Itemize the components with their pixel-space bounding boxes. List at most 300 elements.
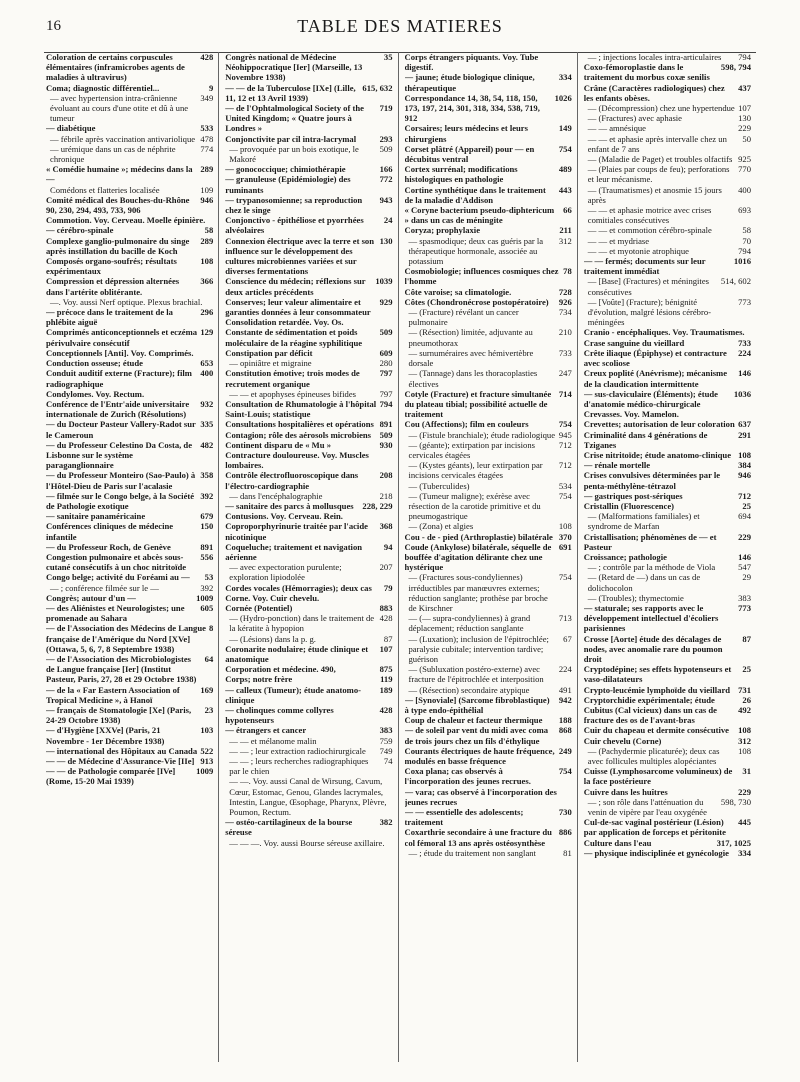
entry-text: — — de la Tuberculose [IXe] (Lille, 11, 12 et 13 Avril 1939) [225,82,356,103]
entry-page-ref: 883 [379,602,393,613]
entry-text: Conscience du médecin; réflexions sur deux articles précédents [225,276,366,297]
index-entry [405,715,572,725]
entry-text: Crâne (Caractères radiologiques) chez les enfants obèses. [583,82,725,103]
entry-page-ref: 712 [738,490,751,501]
index-entry [46,164,213,184]
index-entry [405,664,572,684]
entry-page-ref: 208 [379,470,393,481]
entry-text: Constante de sédimentation et poids moléculaire de la réagine syphilitique [225,327,363,348]
index-column [225,52,398,1062]
entry-page-ref: 714 [558,388,572,399]
entry-page-ref: 211 [559,225,572,236]
entry-text: Consultation de Rhumatologie à l'hôpital Saint-Louis; statistique [225,398,377,420]
entry-page-ref: 943 [379,194,393,205]
entry-page-ref: 772 [379,174,393,185]
index-entry [225,164,392,174]
entry-text: Coproporphyrinurie traitée par l'acide nicotinique [225,521,368,542]
index-entry [46,572,213,582]
entry-page-ref: 349 [200,92,214,103]
entry-page-ref: 130 [379,235,393,246]
index-entry [584,593,751,603]
entry-text: — (Tumeur maligne); exérèse avec résection de la carotide primitive et du pneumogastrique [408,490,541,522]
entry-text: Conjonctivo - épithéliose et pyorrhées alvéolaires [225,215,364,236]
entry-text: Cortex surrénal; modifications histologiques en pathologie [404,164,518,185]
entry-page-ref: 207 [379,562,393,573]
page-title: TABLE DES MATIERES [297,16,503,36]
entry-page-ref: 289 [200,235,214,246]
entry-text: — — ; leurs recherches radiographiques par le chien [229,756,369,777]
entry-text: — — et commotion cérébro-spinale [587,225,712,236]
entry-page-ref: 108 [738,745,751,756]
entry-text: Corne. Voy. Cuir chevelu. [225,592,320,603]
entry-text: — des Aliénistes et Neurologistes; une promenade au Sahara [46,602,185,624]
index-entry [225,276,392,296]
entry-text: Crises convulsives déterminées par le penta-méthylène-tétrazol [583,470,721,491]
entry-page-ref: 67 [563,633,572,644]
entry-page-ref: 210 [558,327,572,338]
index-entry [46,399,213,419]
entry-page-ref: 103 [200,725,214,736]
index-entry [405,634,572,665]
index-entry [46,348,213,358]
index-entry [405,440,572,460]
entry-page-ref: 734 [558,307,572,318]
entry-page-ref: 489 [558,164,572,175]
index-columns [46,52,756,1062]
entry-page-ref: 24 [383,215,393,226]
index-entry [584,470,751,490]
index-entry [46,623,213,654]
entry-page-ref: 384 [738,460,751,471]
entry-text: — urémique dans un cas de néphrite chronique [50,143,176,165]
entry-text: Corps étrangers piquants. Voy. Tube digestif. [404,52,539,73]
entry-text: — gastriques post-sériques [583,490,683,501]
index-entry [46,593,213,603]
entry-page-ref: 25 [742,664,751,675]
entry-page-ref: 107 [738,103,751,114]
index-entry [405,491,572,522]
entry-text: — — et mydriase [587,235,650,246]
entry-page-ref: 58 [742,225,751,236]
index-entry [405,297,572,307]
entry-page-ref: 482 [200,439,214,450]
index-entry [584,225,751,235]
index-entry [405,542,572,573]
entry-page-ref: 875 [379,664,393,675]
index-entry [584,848,751,858]
index-entry [405,205,572,225]
index-entry [405,72,572,92]
index-entry [46,552,213,572]
entry-page-ref: 509 [379,143,393,154]
page-header [0,10,800,50]
index-entry [584,817,751,837]
index-entry [405,225,572,235]
entry-text: Conférences cliniques de médecine infantile [46,521,174,542]
entry-text: — — ; leur extraction radiochirurgicale [229,745,366,756]
index-entry [225,195,392,215]
index-entry [584,603,751,634]
entry-text: « Comédie humaine »; médecins dans la — [46,164,193,185]
entry-page-ref: 129 [200,327,214,338]
entry-text: — (Malformations familiales) et syndrome de Marfan [587,511,700,532]
entry-text: — opiniâtre et migraine [229,358,312,369]
entry-text: Contagion; rôle des aérosols microbiens [225,429,372,440]
index-entry [46,144,213,164]
entry-text: — sus-claviculaire (Éléments); étude d'anatomie médico-chirurgicale [583,388,718,409]
entry-text: Cryptodépine; ses effets hypotenseurs et vaso-dilatateurs [583,664,732,685]
entry-page-ref: 774 [200,143,214,154]
entry-text: — — et aphasie motrice avec crises comitiales consécutives [587,205,712,226]
index-entry [584,419,751,429]
index-entry [225,419,392,429]
index-entry [225,685,392,705]
entry-text: Comité médical des Bouches-du-Rhône 90, 230, 294, 493, 733, 906 [46,194,190,216]
index-column [584,52,756,1062]
index-entry [225,430,392,440]
index-entry [405,827,572,847]
entry-page-ref: 797 [379,368,393,379]
entry-text: Congo belge; activité du Foréami au — [46,572,190,583]
entry-text: — (Lésions) dans la p. g. [229,633,316,644]
entry-text: Coxo-fémoroplastie dans le traitement du morbus coxæ senilis [583,62,710,83]
entry-text: Consultations hospitalières et opérations [225,419,374,430]
entry-page-ref: 930 [379,439,393,450]
index-column [405,52,578,1062]
entry-page-ref: 317, 1025 [716,837,751,848]
entry-text: — du Professeur Roch, de Genève [46,541,171,552]
entry-page-ref: 1039 [375,276,393,287]
index-entry [225,613,392,633]
entry-text: Coloration de certains corpuscules élémentaires (inframicrobes agents de maladies à ultravirus) [46,52,185,83]
index-entry [584,246,751,256]
entry-text: — français de Stomatologie [Xe] (Paris, 24-29 Octobre 1938) [46,705,192,726]
entry-page-ref: 66 [563,205,572,216]
entry-text: — cholinques comme collyres hypotenseurs [225,705,334,726]
entry-text: — (Kystes géants), leur extirpation par incisions cervicales étagées [408,460,543,481]
entry-page-ref: 868 [558,725,572,736]
entry-page-ref: 79 [383,582,393,593]
entry-text: — sanitaire des parcs à mollusques [225,500,354,511]
index-entry [405,144,572,164]
entry-page-ref: 94 [383,541,393,552]
entry-page-ref: 605 [200,602,214,613]
index-entry [225,83,392,103]
index-entry [584,838,751,848]
entry-page-ref: 1036 [733,388,751,399]
entry-page-ref: 25 [742,500,751,511]
entry-text: — vara; cas observé à l'incorporation des jeunes recrues [404,786,557,807]
index-entry [584,787,751,797]
entry-page-ref: 383 [738,592,751,603]
entry-text: Contrôle électrofluoroscopique dans l'électro-cardiographie [225,470,359,491]
entry-page-ref: 794 [379,398,393,409]
index-entry [225,664,392,674]
entry-page-ref: 491 [558,684,572,695]
entry-text: Crypto-leucémie lymphoïde du vieillard [583,684,731,695]
entry-page-ref: 224 [738,347,751,358]
entry-text: Cristallin (Fluorescence) [583,500,675,511]
entry-page-ref: 78 [563,266,572,277]
index-entry [225,674,392,684]
index-entry [584,62,751,82]
entry-page-ref: 81 [563,847,572,858]
index-entry [46,389,213,399]
index-entry [46,603,213,623]
entry-text: Cubitus (Cal vicieux) dans un cas de fracture des os de l'avant-bras [583,705,717,726]
entry-page-ref: 50 [742,133,751,144]
entry-page-ref: 945 [558,429,572,440]
entry-text: Cosmobiologie; influences cosmiques chez l'homme [404,266,559,287]
index-entry [225,838,392,848]
entry-text: Corporation et médecine. 490, [225,664,336,675]
index-entry [225,348,392,358]
entry-text: — précoce dans le traitement de la phlébite aiguë [46,307,173,328]
entry-text: Condylomes. Voy. Rectum. [46,388,145,399]
entry-text: Côtes (Chondronécrose postopératoire) [404,296,549,307]
entry-text: — d'Hygiène [XXVe] (Paris, 21 Novembre - 1er Décembre 1938) [46,725,165,746]
entry-text: Crevasses. Voy. Mamelon. [583,409,679,420]
entry-page-ref: 224 [558,664,572,675]
entry-text: — provoquée par un bois exotique, le Makoré [229,143,359,165]
index-entry [584,123,751,133]
index-entry [225,491,392,501]
index-entry [405,572,572,613]
entry-text: Cuir du chapeau et dermite consécutive [583,725,729,736]
entry-text: — (— supra-condyliennes) à grand déplacement; réduction sanglante [408,613,531,634]
index-entry [584,491,751,501]
entry-page-ref: 719 [379,103,393,114]
index-entry [46,440,213,471]
index-entry [225,470,392,490]
index-entry [405,348,572,368]
entry-page-ref: 312 [738,735,751,746]
index-entry [405,725,572,745]
entry-text: — avec hypertension intra-crânienne évoluant au cours d'une otite et dû à une tumeur [50,92,189,124]
entry-text: — — et myotonie atrophique [587,245,689,256]
entry-page-ref: 64 [204,653,214,664]
entry-text: — granuleuse (Epidémiologie) des ruminants [225,174,351,195]
index-entry [584,685,751,695]
index-entry [584,634,751,665]
entry-text: — de la « Far Eastern Association of Tropical Medicine », à Hanoï [46,684,180,705]
entry-page-ref: 509 [379,429,393,440]
entry-text: Coxarthrie secondaire à une fracture du col fémoral 13 ans après ostéosynthèse [404,827,552,848]
entry-page-ref: 392 [200,490,214,501]
index-entry [225,705,392,725]
index-entry [225,817,392,837]
entry-page-ref: 754 [558,766,572,777]
entry-page-ref: 169 [200,684,214,695]
index-entry [584,532,751,552]
entry-page-ref: 289 [200,164,214,175]
entry-text: — — —. Voy. aussi Bourse séreuse axillaire. [229,837,385,848]
entry-page-ref: 547 [738,562,751,573]
entry-page-ref: 712 [558,460,572,471]
index-entry [405,419,572,429]
index-entry [46,307,213,327]
entry-page-ref: 679 [200,511,214,522]
entry-text: Culture dans l'eau [583,837,652,848]
index-entry [46,276,213,296]
index-entry [584,103,751,113]
index-entry [225,174,392,194]
index-entry [46,368,213,388]
index-entry [46,511,213,521]
entry-text: — (Décompression) chez une hypertendue [587,103,735,114]
index-entry [584,409,751,419]
entry-text: Coma; diagnostic différentiel... [46,82,160,93]
entry-text: — — amnésique [587,123,646,134]
index-entry [584,572,751,592]
index-entry [584,430,751,450]
entry-page-ref: 731 [738,684,751,695]
entry-page-ref: 478 [200,133,214,144]
index-entry [46,195,213,215]
entry-text: — — de Pathologie comparée [IVe] (Rome, 15-20 Mai 1939) [46,766,176,787]
entry-text: — ; son rôle dans l'atténuation du venin de vipère par l'eau oxygénée [587,796,707,818]
entry-text: Crosse [Aorte] étude des décalages de nodes, avec anomalie rare du poumon droit [583,633,723,664]
entry-page-ref: 713 [558,613,572,624]
entry-text: — jaune; étude biologique clinique, thérapeutique [404,72,535,93]
entry-page-ref: 514, 602 [720,276,751,287]
index-entry [405,532,572,542]
entry-page-ref: 913 [200,756,214,767]
entry-page-ref: 609 [379,347,393,358]
entry-page-ref: 797 [379,388,393,399]
index-entry [46,419,213,439]
entry-text: — (Tannage) dans les thoracoplasties électives [408,368,538,389]
entry-page-ref: 653 [200,358,214,369]
entry-page-ref: 437 [738,82,751,93]
entry-page-ref: 942 [558,694,572,705]
entry-page-ref: 691 [558,541,572,552]
entry-page-ref: 400 [200,368,214,379]
index-entry [225,399,392,419]
index-entry [225,389,392,399]
entry-text: — ; conférence filmée sur le — [50,582,159,593]
entry-page-ref: 946 [738,470,751,481]
entry-text: Correspondance 14, 38, 54, 118, 150, 173, 197, 214, 301, 318, 334, 538, 719, 912 [404,92,540,124]
entry-text: — — et mélanome malin [229,735,317,746]
entry-page-ref: 335 [200,419,214,430]
entry-text: Crête iliaque (Épiphyse) et contracture avec scoliose [583,347,727,369]
entry-text: Congrès; autour d'un — [46,592,136,603]
index-entry [46,470,213,490]
entry-text: — (Fistule branchiale); étude radiologique [408,429,556,440]
index-entry [584,236,751,246]
entry-page-ref: 58 [204,225,214,236]
entry-text: Commotion. Voy. Cerveau. Moelle épinière. [46,215,206,226]
entry-text: — (Troubles); thymectomie [587,592,684,603]
entry-page-ref: 74 [383,756,393,767]
index-entry [46,746,213,756]
index-entry [584,338,751,348]
entry-text: Constipation par déficit [225,347,313,358]
entry-text: Cou (Affections); film en couleurs [404,419,529,430]
entry-text: — ; contrôle par la méthode de Viola [587,562,716,573]
entry-text: — (Traumatismes) et anosmie 15 jours après [587,184,722,205]
entry-page-ref: 130 [738,113,751,124]
entry-page-ref: 754 [558,143,572,154]
entry-text: Conceptionnels [Anti]. Voy. Comprimés. [46,347,194,358]
index-entry [225,440,392,450]
index-entry [46,236,213,256]
index-entry [225,358,392,368]
entry-page-ref: 926 [558,296,572,307]
entry-page-ref: 108 [558,521,572,532]
entry-page-ref: 9 [208,82,214,93]
index-entry [584,256,751,276]
entry-text: — sanitaire panaméricaine [46,511,146,522]
entry-text: — (Tuberculides) [408,480,470,491]
index-entry [584,327,751,337]
entry-text: Coxa plana; cas observés à l'incorporation des jeunes recrues. [404,766,531,787]
entry-text: Conserves; leur valeur alimentaire et garanties données à leur consommateur [225,296,371,318]
index-entry [584,276,751,296]
entry-text: Coup de chaleur et facteur thermique [404,715,543,726]
entry-text: « Coryne bacterium pseudo-diphtericum » dans un cas de méningite [404,205,555,226]
entry-page-ref: 428 [379,613,393,624]
entry-page-ref: 368 [379,521,393,532]
entry-page-ref: 296 [200,307,214,318]
entry-page-ref: 615, 632 [362,82,393,93]
entry-page-ref: 712 [558,439,572,450]
entry-page-ref: 754 [558,572,572,583]
entry-text: Cortine synthétique dans le traitement de la maladie d'Addison [404,184,546,205]
entry-text: — [Synoviale] (Sarcome fibroblastique) à type endo-épithélial [404,694,550,715]
index-entry [584,450,751,460]
entry-text: — (Plaies par coups de feu); perforations et leur mécanisme. [587,164,730,185]
index-entry [584,705,751,725]
entry-page-ref: 53 [204,572,214,583]
entry-page-ref: 443 [558,184,572,195]
entry-page-ref: 247 [558,368,572,379]
entry-page-ref: 291 [738,429,751,440]
index-entry [584,766,751,786]
index-entry [225,776,392,817]
index-entry [46,327,213,347]
index-entry [405,185,572,205]
entry-text: Coryza; prophylaxie [404,225,481,236]
entry-text: Cou - de - pied (Arthroplastie) bilatérale [404,531,553,542]
entry-page-ref: 166 [379,164,393,175]
entry-text: — (Subluxation postéro-externe) avec fracture de l'épitrochlée et interposition [408,664,544,685]
index-entry [584,501,751,511]
entry-page-ref: 293 [379,133,393,144]
entry-text: — rénale mortelle [583,460,651,471]
entry-text: — —. Voy. aussi Canal de Wirsung, Cavum, Cœur, Estomac, Genou, Glandes lacrymales, Intestin, Langue, Œsophage, Pharynx, Plèvre, Poumon, Rectum. [229,776,387,818]
index-entry [225,511,392,521]
entry-text: Comédons et flatteries localisée [50,184,160,195]
entry-text: — international des Hôpitaux au Canada [46,745,198,756]
index-entry [225,583,392,593]
index-entry [46,725,213,745]
index-entry [46,358,213,368]
entry-page-ref: 70 [742,235,751,246]
entry-page-ref: 1009 [196,766,214,777]
entry-text: Corset plâtré (Appareil) pour — en décubitus ventral [404,143,535,165]
entry-page-ref: 146 [738,551,751,562]
index-entry [225,215,392,235]
entry-text: — (Fracture) révélant un cancer pulmonaire [408,307,519,328]
index-entry [405,685,572,695]
entry-page-ref: 400 [738,184,751,195]
entry-text: Criminalité dans 4 générations de Tziganes [583,429,708,450]
entry-page-ref: 794 [738,245,751,256]
entry-page-ref: 188 [558,715,572,726]
entry-page-ref: 31 [742,766,751,777]
